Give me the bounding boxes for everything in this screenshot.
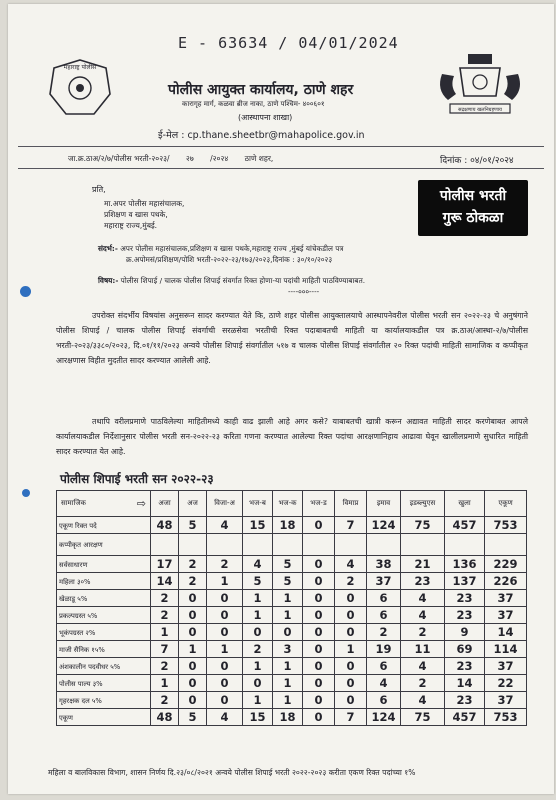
table-cell: 4 xyxy=(335,556,367,573)
table-cell: 1 xyxy=(207,641,243,658)
table-cell: 1 xyxy=(243,590,273,607)
table-cell: 0 xyxy=(179,607,207,624)
body-paragraph-1: उपरोक्त संदर्भीय विषयांस अनुसरून सादर करण्यात येते कि, ठाणे शहर पोलीस आयुक्तालयाचे आस्थापनेवरील पोलीस भरती सन २०२२-२३ चे अनुषंगाने पोलीस शिपाई / चालक पोलीस शिपाई संवर्गाची सरळसेवा भरतीची रिक्त पदाबाबतची माहिती या कार्यालयाकडील पत्र क्र.ठाअ/आस्था-२/७/पोलीस भरती-२०२३/३३८०/२०२३, दि.०१/११/२०२३ अन्वये पोलीस शिपाई संवर्गातील ५१७ व चालक पोलीस शिपाई संवर्गातील २० रिक्त पदांची माहिती सामाजिक व कप्पीकृत आरक्षणास विहीत मुदतीत सादर करण्यात आलेली आहे. xyxy=(56,311,528,365)
table-cell: 0 xyxy=(207,692,243,709)
table-cell: 18 xyxy=(273,709,303,726)
table-cell: 37 xyxy=(485,590,527,607)
column-header: अज xyxy=(179,491,207,517)
column-header: अजा xyxy=(151,491,179,517)
table-cell: 2 xyxy=(151,607,179,624)
table-cell: 1 xyxy=(243,692,273,709)
recipient-line: मा.अपर पोलीस महासंचालक, xyxy=(104,199,185,208)
table-cell: 0 xyxy=(303,573,335,590)
table-cell: 2 xyxy=(335,573,367,590)
office-email: ई-मेल : cp.thane.sheetbr@mahapolice.gov.in xyxy=(158,130,365,141)
table-cell: 0 xyxy=(303,607,335,624)
table-row xyxy=(57,658,527,675)
table-cell: 0 xyxy=(207,607,243,624)
table-cell: 75 xyxy=(401,709,445,726)
table-cell: 0 xyxy=(303,590,335,607)
column-header: विमाप्र xyxy=(335,491,367,517)
table-cell: 2 xyxy=(151,590,179,607)
sandarbh-label: संदर्भ:- xyxy=(98,244,118,253)
reference-place: ठाणे शहर, xyxy=(244,154,274,163)
header-divider xyxy=(18,146,544,147)
table-cell: 0 xyxy=(207,590,243,607)
table-cell: 7 xyxy=(335,709,367,726)
table-cell: 457 xyxy=(445,517,485,534)
table-cell: 21 xyxy=(401,556,445,573)
recipient-line: प्रशिक्षण व खास पथके, xyxy=(104,210,168,219)
table-cell: 37 xyxy=(367,573,401,590)
vacancy-table xyxy=(56,490,527,726)
badge-line-2: गुरू ठोकळा xyxy=(442,210,504,226)
office-branch: (आस्थापना शाखा) xyxy=(238,113,293,122)
subhead-row xyxy=(57,534,527,556)
table-cell: 7 xyxy=(151,641,179,658)
table-cell: 17 xyxy=(151,556,179,573)
table-cell: 75 xyxy=(401,517,445,534)
svg-text:महाराष्ट्र पोलीस: महाराष्ट्र पोलीस xyxy=(63,64,97,71)
row-label: पोलीस पाल्य ३% xyxy=(57,675,151,692)
sandarbh-line-1: अपर पोलीस महासंचालक,प्रशिक्षण व खास पथके,महाराष्ट्र राज्य ,मुंबई यांचेकडील पत्र xyxy=(120,244,344,253)
arrow-right-icon: ⇨ xyxy=(136,497,146,510)
table-cell: 136 xyxy=(445,556,485,573)
table-cell: 22 xyxy=(485,675,527,692)
row-label: महिला ३०% xyxy=(57,573,151,590)
table-cell: 6 xyxy=(367,590,401,607)
table-cell: 1 xyxy=(335,641,367,658)
table-cell: 0 xyxy=(207,624,243,641)
reference-line xyxy=(68,154,287,164)
sandarbh-line-2: क्र.अपोमसं/प्रशिक्षण/पोशि भरती-२०२२-२३/१७३/२०२३,दिनांक : ३०/१०/२०२३ xyxy=(126,254,333,264)
table-cell: 1 xyxy=(207,573,243,590)
table-cell: 14 xyxy=(485,624,527,641)
table-cell: 0 xyxy=(335,658,367,675)
table-cell: 4 xyxy=(243,556,273,573)
table-cell: 14 xyxy=(151,573,179,590)
table-cell: 2 xyxy=(243,641,273,658)
watermark-badge xyxy=(418,180,528,236)
reference-divider xyxy=(18,168,544,169)
table-cell: 0 xyxy=(335,607,367,624)
row-label: माजी सैनिक १५% xyxy=(57,641,151,658)
table-cell: 0 xyxy=(303,517,335,534)
column-header: भज-ड xyxy=(303,491,335,517)
table-cell: 226 xyxy=(485,573,527,590)
table-cell: 7 xyxy=(335,517,367,534)
table-cell: 69 xyxy=(445,641,485,658)
blue-dot-mark xyxy=(22,489,30,497)
table-cell: 0 xyxy=(207,658,243,675)
table-cell: 1 xyxy=(273,590,303,607)
table-cell: 0 xyxy=(303,641,335,658)
table-cell: 229 xyxy=(485,556,527,573)
blue-dot-mark xyxy=(20,286,31,297)
office-title: पोलीस आयुक्त कार्यालय, ठाणे शहर xyxy=(168,82,354,98)
table-cell: 48 xyxy=(151,517,179,534)
table-cell: 5 xyxy=(179,517,207,534)
table-cell: 37 xyxy=(485,658,527,675)
table-cell: 4 xyxy=(401,658,445,675)
document-page xyxy=(8,4,554,794)
table-cell: 1 xyxy=(243,658,273,675)
badge-line-1: पोलीस भरती xyxy=(439,188,507,204)
row-label: सर्वसाधारण xyxy=(57,556,151,573)
office-address: कारागृह मार्ग, कळवा ब्रीज नाका, ठाणे पश्चिम- ४००६०१ xyxy=(182,100,325,108)
table-cell: 124 xyxy=(367,517,401,534)
table-cell: 2 xyxy=(179,556,207,573)
table-cell: 0 xyxy=(335,692,367,709)
table-cell: 0 xyxy=(273,624,303,641)
table-cell: 4 xyxy=(401,607,445,624)
table-cell: 0 xyxy=(179,692,207,709)
table-cell: 15 xyxy=(243,709,273,726)
table-cell: 23 xyxy=(445,607,485,624)
table-cell: 37 xyxy=(485,607,527,624)
table-cell: 23 xyxy=(445,590,485,607)
table-cell: 0 xyxy=(303,709,335,726)
table-cell: 0 xyxy=(303,675,335,692)
table-title: पोलीस शिपाई भरती सन २०२२-२३ xyxy=(60,472,214,486)
table-row xyxy=(57,556,527,573)
column-header: इडब्ल्युएस xyxy=(401,491,445,517)
table-row xyxy=(57,573,527,590)
maharashtra-police-seal-icon xyxy=(44,54,116,120)
reference-year: /२०२४ xyxy=(210,154,229,163)
table-cell: 5 xyxy=(273,573,303,590)
thane-police-emblem-icon xyxy=(426,50,534,120)
body-paragraph-2: तथापि वरीलप्रमाणे पाठविलेल्या माहितीमध्ये काही वाढ झाली आहे अगर कसे? याबाबतची खात्री करून अद्यावत माहिती सादर करणेबाबत आपले कार्यालयाकडील निर्देशानुसार पोलीस भरती सन-२०२२-२३ करिता गणना करण्यात आलेल्या रिक्त पदांचा आरक्षणानिहाय आढावा घेवून खालीलप्रमाणे सुधारित माहिती सादर करण्यात येत आहे. xyxy=(56,417,528,456)
table-row xyxy=(57,624,527,641)
table-cell: 0 xyxy=(179,624,207,641)
table-body xyxy=(57,517,527,726)
table-cell: 753 xyxy=(485,709,527,726)
table-cell: 1 xyxy=(273,692,303,709)
subject-text: पोलीस शिपाई / चालक पोलीस शिपाई संवर्गात रिक्त होणा-या पदांची माहिती पाठविण्याबाबत. xyxy=(120,276,366,285)
table-header-corner xyxy=(57,491,151,517)
table-cell: 9 xyxy=(445,624,485,641)
table-cell: 23 xyxy=(401,573,445,590)
table-cell: 23 xyxy=(445,692,485,709)
table-cell: 5 xyxy=(243,573,273,590)
table-cell: 114 xyxy=(485,641,527,658)
row-label: गृहरक्षक दल ५% xyxy=(57,692,151,709)
svg-text:सद्रक्षणाय खलनिग्रहणाय: सद्रक्षणाय खलनिग्रहणाय xyxy=(458,107,502,113)
table-cell: 5 xyxy=(179,709,207,726)
table-cell: 0 xyxy=(303,624,335,641)
table-cell: 0 xyxy=(335,590,367,607)
table-cell: 137 xyxy=(445,573,485,590)
table-cell: 4 xyxy=(207,517,243,534)
table-cell: 18 xyxy=(273,517,303,534)
subhead-label: कप्पीकृत आरक्षण xyxy=(57,534,151,556)
column-header: भज-क xyxy=(273,491,303,517)
table-cell: 37 xyxy=(485,692,527,709)
table-cell: 457 xyxy=(445,709,485,726)
table-cell: 0 xyxy=(179,590,207,607)
table-cell: 0 xyxy=(303,692,335,709)
row-label: एकूण रिक्त पदे xyxy=(57,517,151,534)
table-cell: 1 xyxy=(273,607,303,624)
table-cell: 0 xyxy=(243,624,273,641)
table-cell: 2 xyxy=(401,675,445,692)
recipient-line: महाराष्ट्र राज्य,मुंबई. xyxy=(104,221,158,230)
row-label: खेळाडू ५% xyxy=(57,590,151,607)
table-cell: 0 xyxy=(335,624,367,641)
table-cell: 6 xyxy=(367,607,401,624)
column-header: इमाव xyxy=(367,491,401,517)
table-cell: 2 xyxy=(367,624,401,641)
vacancy-row xyxy=(57,517,527,534)
table-row xyxy=(57,675,527,692)
table-cell: 15 xyxy=(243,517,273,534)
column-header: खुला xyxy=(445,491,485,517)
handwritten-inward-number: E - 63634 / 04/01/2024 xyxy=(178,34,399,52)
table-header-row xyxy=(57,491,527,517)
table-row xyxy=(57,692,527,709)
table-cell: 3 xyxy=(273,641,303,658)
table-cell: 48 xyxy=(151,709,179,726)
table-cell: 4 xyxy=(367,675,401,692)
subject-separator: ----०००---- xyxy=(288,288,320,296)
table-cell: 1 xyxy=(273,675,303,692)
reference-number: जा.क्र.ठाअ/२/७/पोलीस भरती-२०२३/ xyxy=(68,154,170,163)
table-cell: 11 xyxy=(401,641,445,658)
table-cell: 1 xyxy=(273,658,303,675)
table-cell: 4 xyxy=(401,590,445,607)
table-row xyxy=(57,590,527,607)
row-label: भूकंपग्रस्त २% xyxy=(57,624,151,641)
table-cell: 2 xyxy=(401,624,445,641)
reference-serial: २७ xyxy=(185,154,194,163)
header-label: सामाजिक xyxy=(61,499,86,507)
column-header: भज-ब xyxy=(243,491,273,517)
table-cell: 2 xyxy=(179,573,207,590)
table-cell: 2 xyxy=(207,556,243,573)
column-header: एकूण xyxy=(485,491,527,517)
table-cell: 38 xyxy=(367,556,401,573)
table-cell: 6 xyxy=(367,692,401,709)
recipient-salutation: प्रति, xyxy=(92,185,106,194)
table-cell: 1 xyxy=(151,624,179,641)
reference-block xyxy=(98,244,518,265)
table-cell: 23 xyxy=(445,658,485,675)
table-cell: 0 xyxy=(303,556,335,573)
table-cell: 1 xyxy=(243,607,273,624)
table-cell: 0 xyxy=(335,675,367,692)
row-label: प्रकल्पग्रस्त ५% xyxy=(57,607,151,624)
reference-date: दिनांक : ०४/०१/२०२४ xyxy=(440,156,514,166)
table-cell: 4 xyxy=(207,709,243,726)
table-cell: 0 xyxy=(179,658,207,675)
table-cell: 0 xyxy=(243,675,273,692)
subject-line xyxy=(98,276,365,286)
table-cell: 0 xyxy=(179,675,207,692)
table-cell: 0 xyxy=(303,658,335,675)
footer-note: महिला व बालविकास विभाग, शासन निर्णय दि.२३/०८/२०२१ अन्वये पोलीस शिपाई भरती २०२२-२०२३ करीता एकण रिक्त पदांच्या १% xyxy=(48,768,416,777)
table-cell: 5 xyxy=(273,556,303,573)
table-cell: 753 xyxy=(485,517,527,534)
recipient-address xyxy=(104,198,184,231)
table-cell: 14 xyxy=(445,675,485,692)
table-cell: 19 xyxy=(367,641,401,658)
table-cell: 1 xyxy=(151,675,179,692)
row-label: अंशकालीन पदवीधर ५% xyxy=(57,658,151,675)
column-header: विजा-अ xyxy=(207,491,243,517)
table-cell: 4 xyxy=(401,692,445,709)
table-cell: 1 xyxy=(179,641,207,658)
total-row xyxy=(57,709,527,726)
table-cell: 6 xyxy=(367,658,401,675)
table-row xyxy=(57,641,527,658)
table-row xyxy=(57,607,527,624)
table-cell: 0 xyxy=(207,675,243,692)
subject-label: विषय:- xyxy=(98,276,119,285)
row-label: एकूण xyxy=(57,709,151,726)
table-cell: 2 xyxy=(151,658,179,675)
table-cell: 2 xyxy=(151,692,179,709)
table-cell: 124 xyxy=(367,709,401,726)
